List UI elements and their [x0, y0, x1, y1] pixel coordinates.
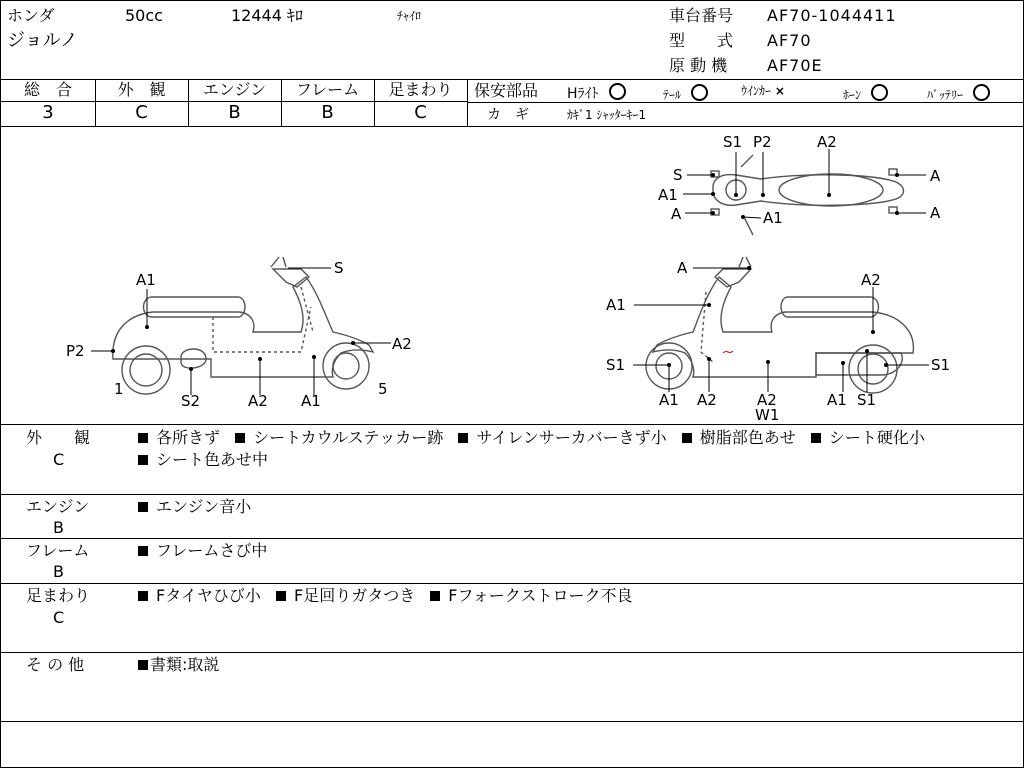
note-item: シート色あせ中 [156, 450, 269, 469]
tail-ok-icon [691, 84, 708, 101]
frame-no-label: 車台番号 [669, 6, 734, 25]
key-value: ｶｷﾞ1 ｼｬｯﾀｰｷｰ1 [567, 108, 647, 122]
label-right-a: A [677, 259, 688, 277]
frame-score: B [321, 102, 334, 123]
top-view-scooter-icon [711, 155, 904, 235]
battery-ok-icon [973, 84, 990, 101]
label-left-a1: A1 [136, 271, 156, 289]
label-left-a2-bottom: A2 [248, 392, 268, 410]
type-value: AF70 [767, 31, 812, 50]
frame-score-label: フレーム [295, 80, 360, 99]
label-top-a1-bottom: A1 [763, 209, 783, 227]
note-item: F足回りガタつき [293, 586, 416, 605]
horn-item [843, 84, 888, 102]
battery-label: ﾊﾞｯﾃﾘｰ [927, 88, 964, 102]
engine-score: B [228, 102, 241, 123]
label-top-a-right-lower: A [930, 204, 941, 222]
suspension-score: C [414, 102, 427, 123]
note-exterior-label: 外 観 [26, 428, 91, 447]
label-top-s: S [673, 166, 683, 184]
label-right-a2: A2 [861, 271, 881, 289]
label-left-5: 5 [378, 380, 388, 398]
note-other-label: そ の 他 [26, 655, 85, 674]
damage-diagram [1, 127, 1023, 424]
engine-score-label: エンジン [202, 80, 267, 99]
note-item: サイレンサーカバーきず小 [476, 428, 667, 447]
label-left-1: 1 [114, 380, 124, 398]
engine-label: 原 動 機 [669, 56, 728, 75]
winker-ng-icon: × [774, 84, 785, 98]
note-item: 書類:取説 [150, 655, 220, 674]
horn-label: ﾎｰﾝ [843, 88, 862, 102]
headlight-item [567, 83, 626, 102]
label-right-a1: A1 [606, 296, 626, 314]
overall-score: 3 [42, 102, 54, 123]
note-item: Fタイヤひび小 [156, 586, 261, 605]
model-name: ジョルノ [7, 30, 78, 51]
label-top-a-left: A [671, 205, 682, 223]
note-suspension-line1 [138, 587, 633, 605]
note-item: フレームさび中 [156, 541, 268, 560]
label-right-s1-right: S1 [931, 356, 951, 374]
safety-label: 保安部品 [474, 81, 539, 100]
headlight-label: Hﾗｲﾄ [567, 86, 599, 102]
key-label: カ ギ [487, 107, 529, 123]
suspension-score-label: 足まわり [388, 80, 453, 99]
tail-label: ﾃｰﾙ [663, 88, 682, 102]
note-suspension-label: 足まわり [26, 586, 91, 605]
label-top-a1: A1 [658, 186, 678, 204]
note-exterior-line2 [138, 451, 268, 469]
note-item: エンジン音小 [156, 497, 252, 516]
tail-item [663, 84, 708, 102]
note-other-line1 [138, 656, 219, 674]
note-item: 各所きず [156, 428, 221, 447]
note-engine-line1 [138, 498, 251, 516]
note-item: シート硬化小 [828, 428, 925, 447]
horn-ok-icon [871, 84, 888, 101]
label-right-s1-left: S1 [606, 356, 626, 374]
note-exterior-grade: C [53, 450, 65, 469]
maker: ホンダ [7, 6, 55, 25]
label-right-w1: W1 [755, 406, 780, 424]
note-suspension-grade: C [53, 608, 65, 627]
label-right-s1-rear: S1 [857, 391, 877, 409]
label-left-s: S [334, 259, 344, 277]
label-left-a2: A2 [392, 335, 412, 353]
exterior-score: C [135, 102, 148, 123]
note-item: シートカウルステッカー跡 [253, 428, 444, 447]
overall-label: 総 合 [23, 80, 72, 99]
note-engine-label: エンジン [26, 497, 90, 516]
winker-label: ｳｲﾝｶｰ [741, 84, 772, 98]
exterior-label: 外 観 [117, 80, 166, 99]
winker-item [741, 84, 785, 98]
note-item: 樹脂部色あせ [699, 428, 796, 447]
note-frame-label: フレーム [26, 541, 90, 560]
note-frame-grade: B [53, 562, 64, 581]
mileage: 12444 ｷﾛ [231, 6, 303, 25]
displacement: 50cc [125, 6, 163, 25]
label-left-p2: P2 [66, 342, 85, 360]
headlight-ok-icon [609, 83, 626, 100]
note-frame-line1 [138, 542, 267, 560]
label-top-s1: S1 [723, 133, 743, 151]
label-left-a1-bottom: A1 [301, 392, 321, 410]
note-item: Fフォークストローク不良 [448, 586, 633, 605]
label-right-a2-mid: A2 [757, 391, 777, 409]
label-right-a1-bottom: A1 [659, 391, 679, 409]
color: ﾁｬｲﾛ [397, 9, 422, 23]
label-left-s2: S2 [181, 392, 201, 410]
note-exterior-line1 [138, 429, 925, 447]
label-top-p2: P2 [753, 133, 772, 151]
note-engine-grade: B [53, 518, 64, 537]
battery-item [927, 84, 990, 102]
label-top-a-right-upper: A [930, 167, 941, 185]
frame-no: AF70-1044411 [767, 6, 897, 25]
label-top-a2: A2 [817, 133, 837, 151]
label-right-a1-rear: A1 [827, 391, 847, 409]
label-right-a2-bottom: A2 [697, 391, 717, 409]
engine-value: AF70E [767, 56, 823, 75]
type-label: 型 式 [669, 31, 734, 50]
